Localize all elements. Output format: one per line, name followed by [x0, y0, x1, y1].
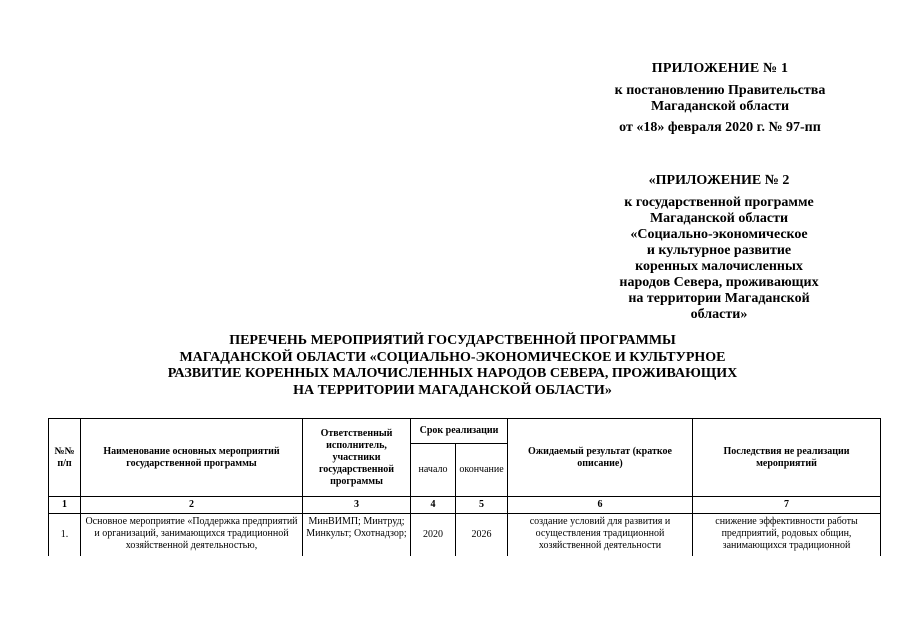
appendix-2-line: коренных малочисленных — [635, 259, 803, 274]
header-num: №№ п/п — [49, 419, 81, 497]
document-title-line: РАЗВИТИЕ КОРЕННЫХ МАЛОЧИСЛЕННЫХ НАРОДОВ СЕВЕРА, ПРОЖИВАЮЩИХ — [167, 366, 738, 381]
row-consequences: снижение эффективности работы предприятий, родовых общин, занимающихся традиционной — [693, 514, 881, 557]
appendix-2-line: «Социально-экономическое — [630, 227, 808, 242]
row-end: 2026 — [456, 514, 508, 557]
row-result: создание условий для развития и осуществления традиционной хозяйственной деятельности — [508, 514, 693, 557]
appendix-2-title: «ПРИЛОЖЕНИЕ № 2 — [648, 173, 790, 188]
row-num: 1. — [49, 514, 81, 557]
row-executor: МинВИМП; Минтруд; Минкульт; Охотнадзор; — [303, 514, 411, 557]
header-result: Ожидаемый результат (краткое описание) — [508, 419, 693, 497]
appendix-2-line: к государственной программе — [624, 195, 814, 210]
column-number: 1 — [49, 497, 81, 514]
column-number: 4 — [411, 497, 456, 514]
header-period: Срок реализации — [411, 419, 508, 444]
document-title-line: МАГАДАНСКОЙ ОБЛАСТИ «СОЦИАЛЬНО-ЭКОНОМИЧЕСКОЕ И КУЛЬТУРНОЕ — [179, 349, 726, 365]
appendix-2-line: Магаданской области — [649, 211, 789, 226]
appendix-2-line: на территории Магаданской — [628, 291, 810, 306]
appendix-2-line: и культурное развитие — [646, 243, 792, 258]
appendix-1-block — [590, 61, 850, 136]
appendix-1-line-2: Магаданской области — [650, 99, 790, 114]
appendix-2-block — [585, 173, 853, 323]
appendix-1-line-1: к постановлению Правительства — [614, 83, 826, 98]
header-name: Наименование основных мероприятий государственной программы — [81, 419, 303, 497]
document-title — [120, 333, 785, 399]
column-number: 2 — [81, 497, 303, 514]
header-executor: Ответственный исполнитель, участники государственной программы — [303, 419, 411, 497]
row-start: 2020 — [411, 514, 456, 557]
column-number: 5 — [456, 497, 508, 514]
column-number: 6 — [508, 497, 693, 514]
appendix-1-date: от «18» февраля 2020 г. № 97-пп — [619, 120, 821, 135]
column-number: 3 — [303, 497, 411, 514]
document-title-line: ПЕРЕЧЕНЬ МЕРОПРИЯТИЙ ГОСУДАРСТВЕННОЙ ПРОГРАММЫ — [229, 333, 676, 348]
column-numbers-row — [49, 497, 881, 514]
appendix-2-line: народов Севера, проживающих — [619, 275, 819, 290]
row-name: Основное мероприятие «Поддержка предприятий и организаций, занимающихся традиционной хозяйственной деятельностью, — [81, 514, 303, 557]
header-consequences: Последствия не реализации мероприятий — [693, 419, 881, 497]
header-start: начало — [411, 444, 456, 497]
column-number: 7 — [693, 497, 881, 514]
table-header-row — [49, 419, 881, 444]
document-title-line: НА ТЕРРИТОРИИ МАГАДАНСКОЙ ОБЛАСТИ» — [293, 382, 612, 398]
table-row — [49, 514, 881, 557]
appendix-2-line: области» — [690, 307, 748, 322]
measures-table — [48, 418, 881, 556]
appendix-1-title: ПРИЛОЖЕНИЕ № 1 — [651, 61, 789, 76]
header-end: окончание — [456, 444, 508, 497]
